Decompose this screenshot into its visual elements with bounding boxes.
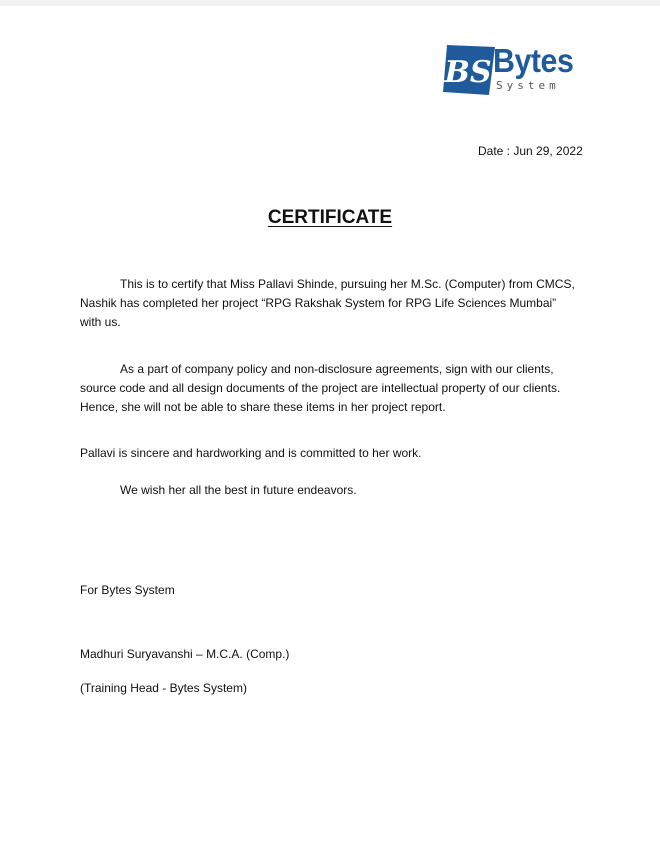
paragraph-policy: As a part of company policy and non-disclosure agreements, sign with our clients, source code and all design documents of the project are intellectual property of our clients. Hence, she will not be able to share these items in her project report. <box>80 362 561 414</box>
paragraph-wishes: We wish her all the best in future endeavors. <box>120 483 357 497</box>
paragraph-character: Pallavi is sincere and hardworking and is committed to her work. <box>80 446 422 460</box>
signature-role: (Training Head - Bytes System) <box>80 681 247 695</box>
logo-brand-text: Bytes <box>493 42 574 79</box>
svg-text:BS: BS <box>444 55 492 90</box>
logo-sub-text: System <box>496 79 560 92</box>
certificate-date: Date : Jun 29, 2022 <box>478 144 583 158</box>
certificate-title: CERTIFICATE <box>267 207 393 228</box>
signature-name: Madhuri Suryavanshi – M.C.A. (Comp.) <box>80 647 290 661</box>
paragraph-certify: This is to certify that Miss Pallavi Shinde, pursuing her M.Sc. (Computer) from CMCS, Nashik has completed her project “RPG Rakshak System for RPG Life Sciences Mumbai” with us. <box>80 277 575 329</box>
company-logo <box>443 44 583 100</box>
top-band <box>0 0 660 6</box>
signature-for-line: For Bytes System <box>80 583 175 597</box>
bs-logo-mark-icon <box>443 45 495 95</box>
